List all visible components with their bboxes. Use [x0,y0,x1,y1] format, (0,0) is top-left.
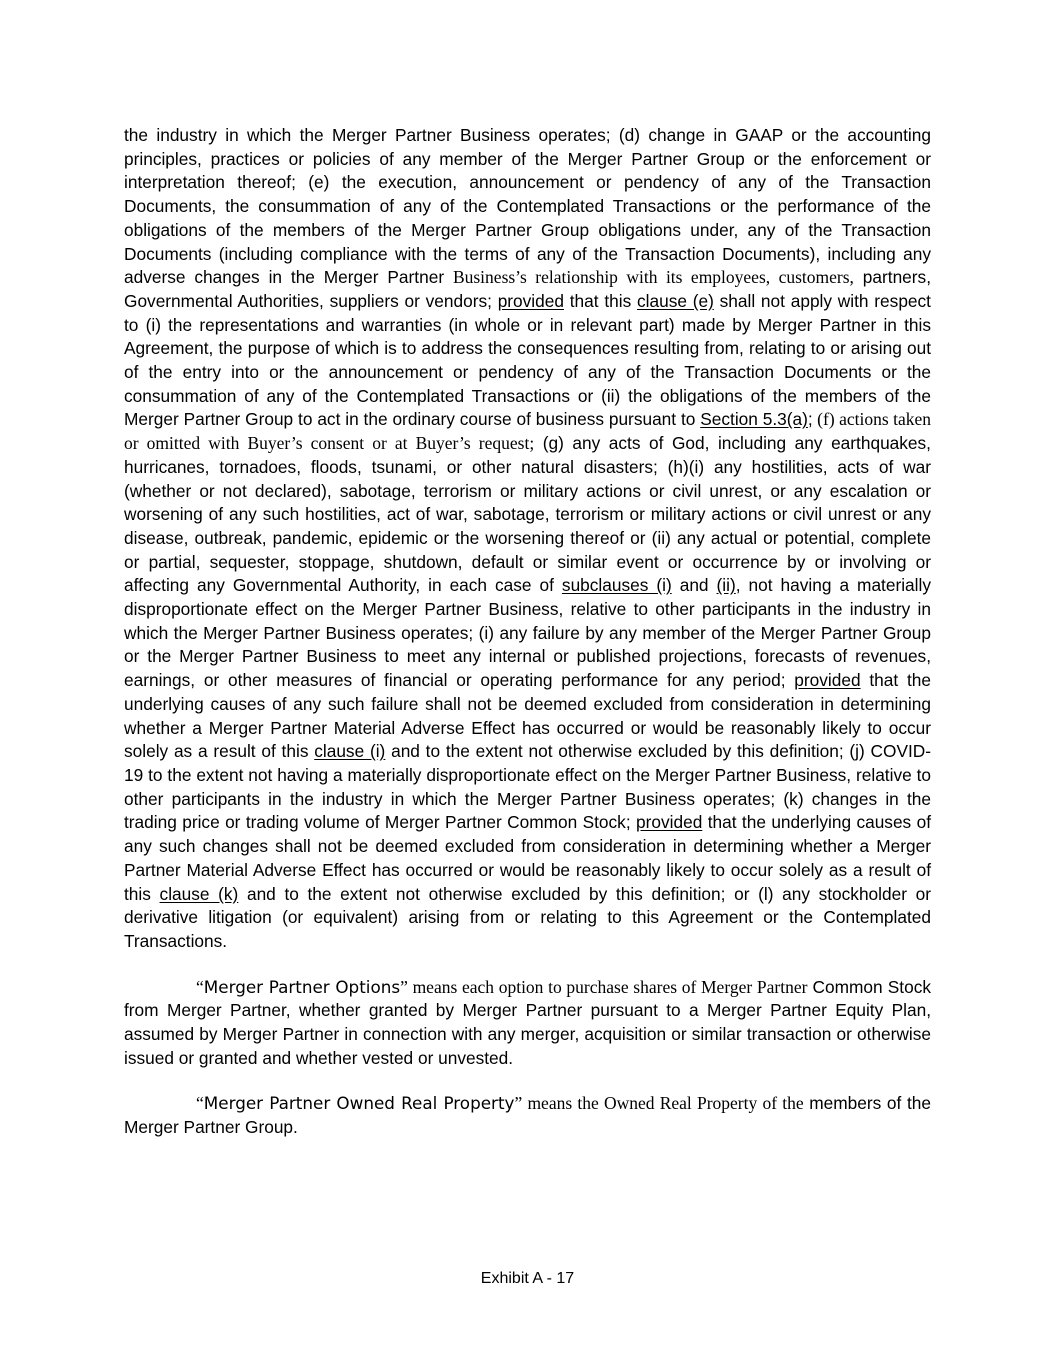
text-run: shall not apply with respect to (i) the representations and warranties (in whole or in relevant part) made by Merger Partner in this Agreement, the purpose of which is to address the consequences resulting from, relating to or arising out of the entry into or the announcement or pendency of any of the Transaction Documents or the consummation of any of the Contemplated Transactions or (ii) the obligations of the members of the Merger Partner Group to act in the ordinary course of business pursuant to [124,290,931,430]
clause-k-reference: clause (k) [159,883,239,904]
clause-e-reference: clause (e) [637,290,714,311]
defined-term: Merger Partner Options [203,976,401,997]
document-body [124,124,931,1140]
text-run: (g) any acts of God, including any earthquakes, hurricanes, tornadoes, floods, tsunami, or other natural disasters; (h)(i) any hostilities, acts of war (whether or not declared), sabotage, terrorism or military actions or civil unrest, or any escalation or worsening of any such hostilities, act of war, sabotage, terrorism or military actions or civil unrest or any disease, outbreak, pandemic, epidemic or the worsening thereof or (ii) any actual or potential, complete or partial, sequester, stoppage, shutdown, default or similar event or occurrence by or involving or affecting any Governmental Authority, in each case of [124,433,931,596]
text-run: members of the Merger Partner Group. [124,1093,932,1138]
text-run: ” means the Owned Real Property of the [514,1093,804,1114]
mae-exceptions-paragraph [124,124,931,954]
text-run: and to the extent not otherwise excluded by this definition; (j) COVID-19 to the extent not having a materially disproportionate effect on the Merger Partner Business, relative to other participants in the industry in which the Merger Partner Business operates; (k) changes in the trading price or trading volume of Merger Partner Common Stock; [124,741,932,833]
clause-i-reference: clause (i) [314,741,386,762]
defined-term: Merger Partner Owned Real Property [203,1093,515,1114]
text-run: the industry in which the Merger Partner Business operates; (d) change in GAAP or the accounting principles, practices or policies of any member of the Merger Partner Group or the enforcement or interpretation thereof; (e) the execution, announcement or pendency of any of the Transaction Documents, the consummation of any of the Contemplated Transactions or the performance of the obligations of the members of the Merger Partner Group obligations under, any of the Transaction Documents (including compliance with the terms of any of the Transaction Documents), including any adverse changes in the Merger Partner [124,125,931,288]
text-run: Business’s relationship with its employees, customers, [452,267,854,288]
text-run: that the underlying causes of any such failure shall not be deemed excluded from consideration in determining whether a Merger Partner Material Adverse Effect has occurred or would be reasonably likely to occur solely as a result of this [124,670,931,762]
open-quote: “ [196,1093,204,1114]
subclauses-i-reference: subclauses (i) [561,575,672,596]
subclause-ii-reference: (ii) [716,575,736,596]
text-run: that this [563,290,638,311]
page-footer: Exhibit A - 17 [480,1270,575,1287]
open-quote: “ [196,976,204,997]
text-run: partners, Governmental Authorities, suppliers or vendors; [124,267,931,311]
text-run: ; [807,409,813,430]
provided-term: provided [794,670,861,691]
text-run: ” means each option to purchase shares of Merger Partner [400,976,808,997]
merger-partner-owned-real-property-definition [124,1092,931,1139]
text-run: (f) actions taken or omitted with Buyer’s consent or at Buyer’s request; [124,409,931,454]
text-run: and [671,575,717,596]
text-run: Common Stock from Merger Partner, whether granted by Merger Partner pursuant to a Merger Partner Equity Plan, assumed by Merger Partner in connection with any merger, acquisition or similar transaction or otherwise issued or granted and whether vested or unvested. [124,976,931,1068]
text-run: that the underlying causes of any such changes shall not be deemed excluded from consideration in determining whether a Merger Partner Material Adverse Effect has occurred or would be reasonably likely to occur solely as a result of this [124,812,931,904]
provided-term: provided [497,290,564,311]
section-5-3a-reference: Section 5.3(a) [700,409,808,430]
text-run: , not having a materially disproportionate effect on the Merger Partner Business, relative to other participants in the industry in which the Merger Partner Business operates; (i) any failure by any member of the Merger Partner Group or the Merger Partner Business to meet any internal or published projections, forecasts of revenues, earnings, or other measures of financial or operating performance for any period; [124,575,931,691]
provided-term: provided [636,812,703,833]
merger-partner-options-definition [124,976,931,1071]
text-run: and to the extent not otherwise excluded by this definition; or (l) any stockholder or derivative litigation (or equivalent) arising from or relating to this Agreement or the Contemplated Transactions. [124,883,931,951]
